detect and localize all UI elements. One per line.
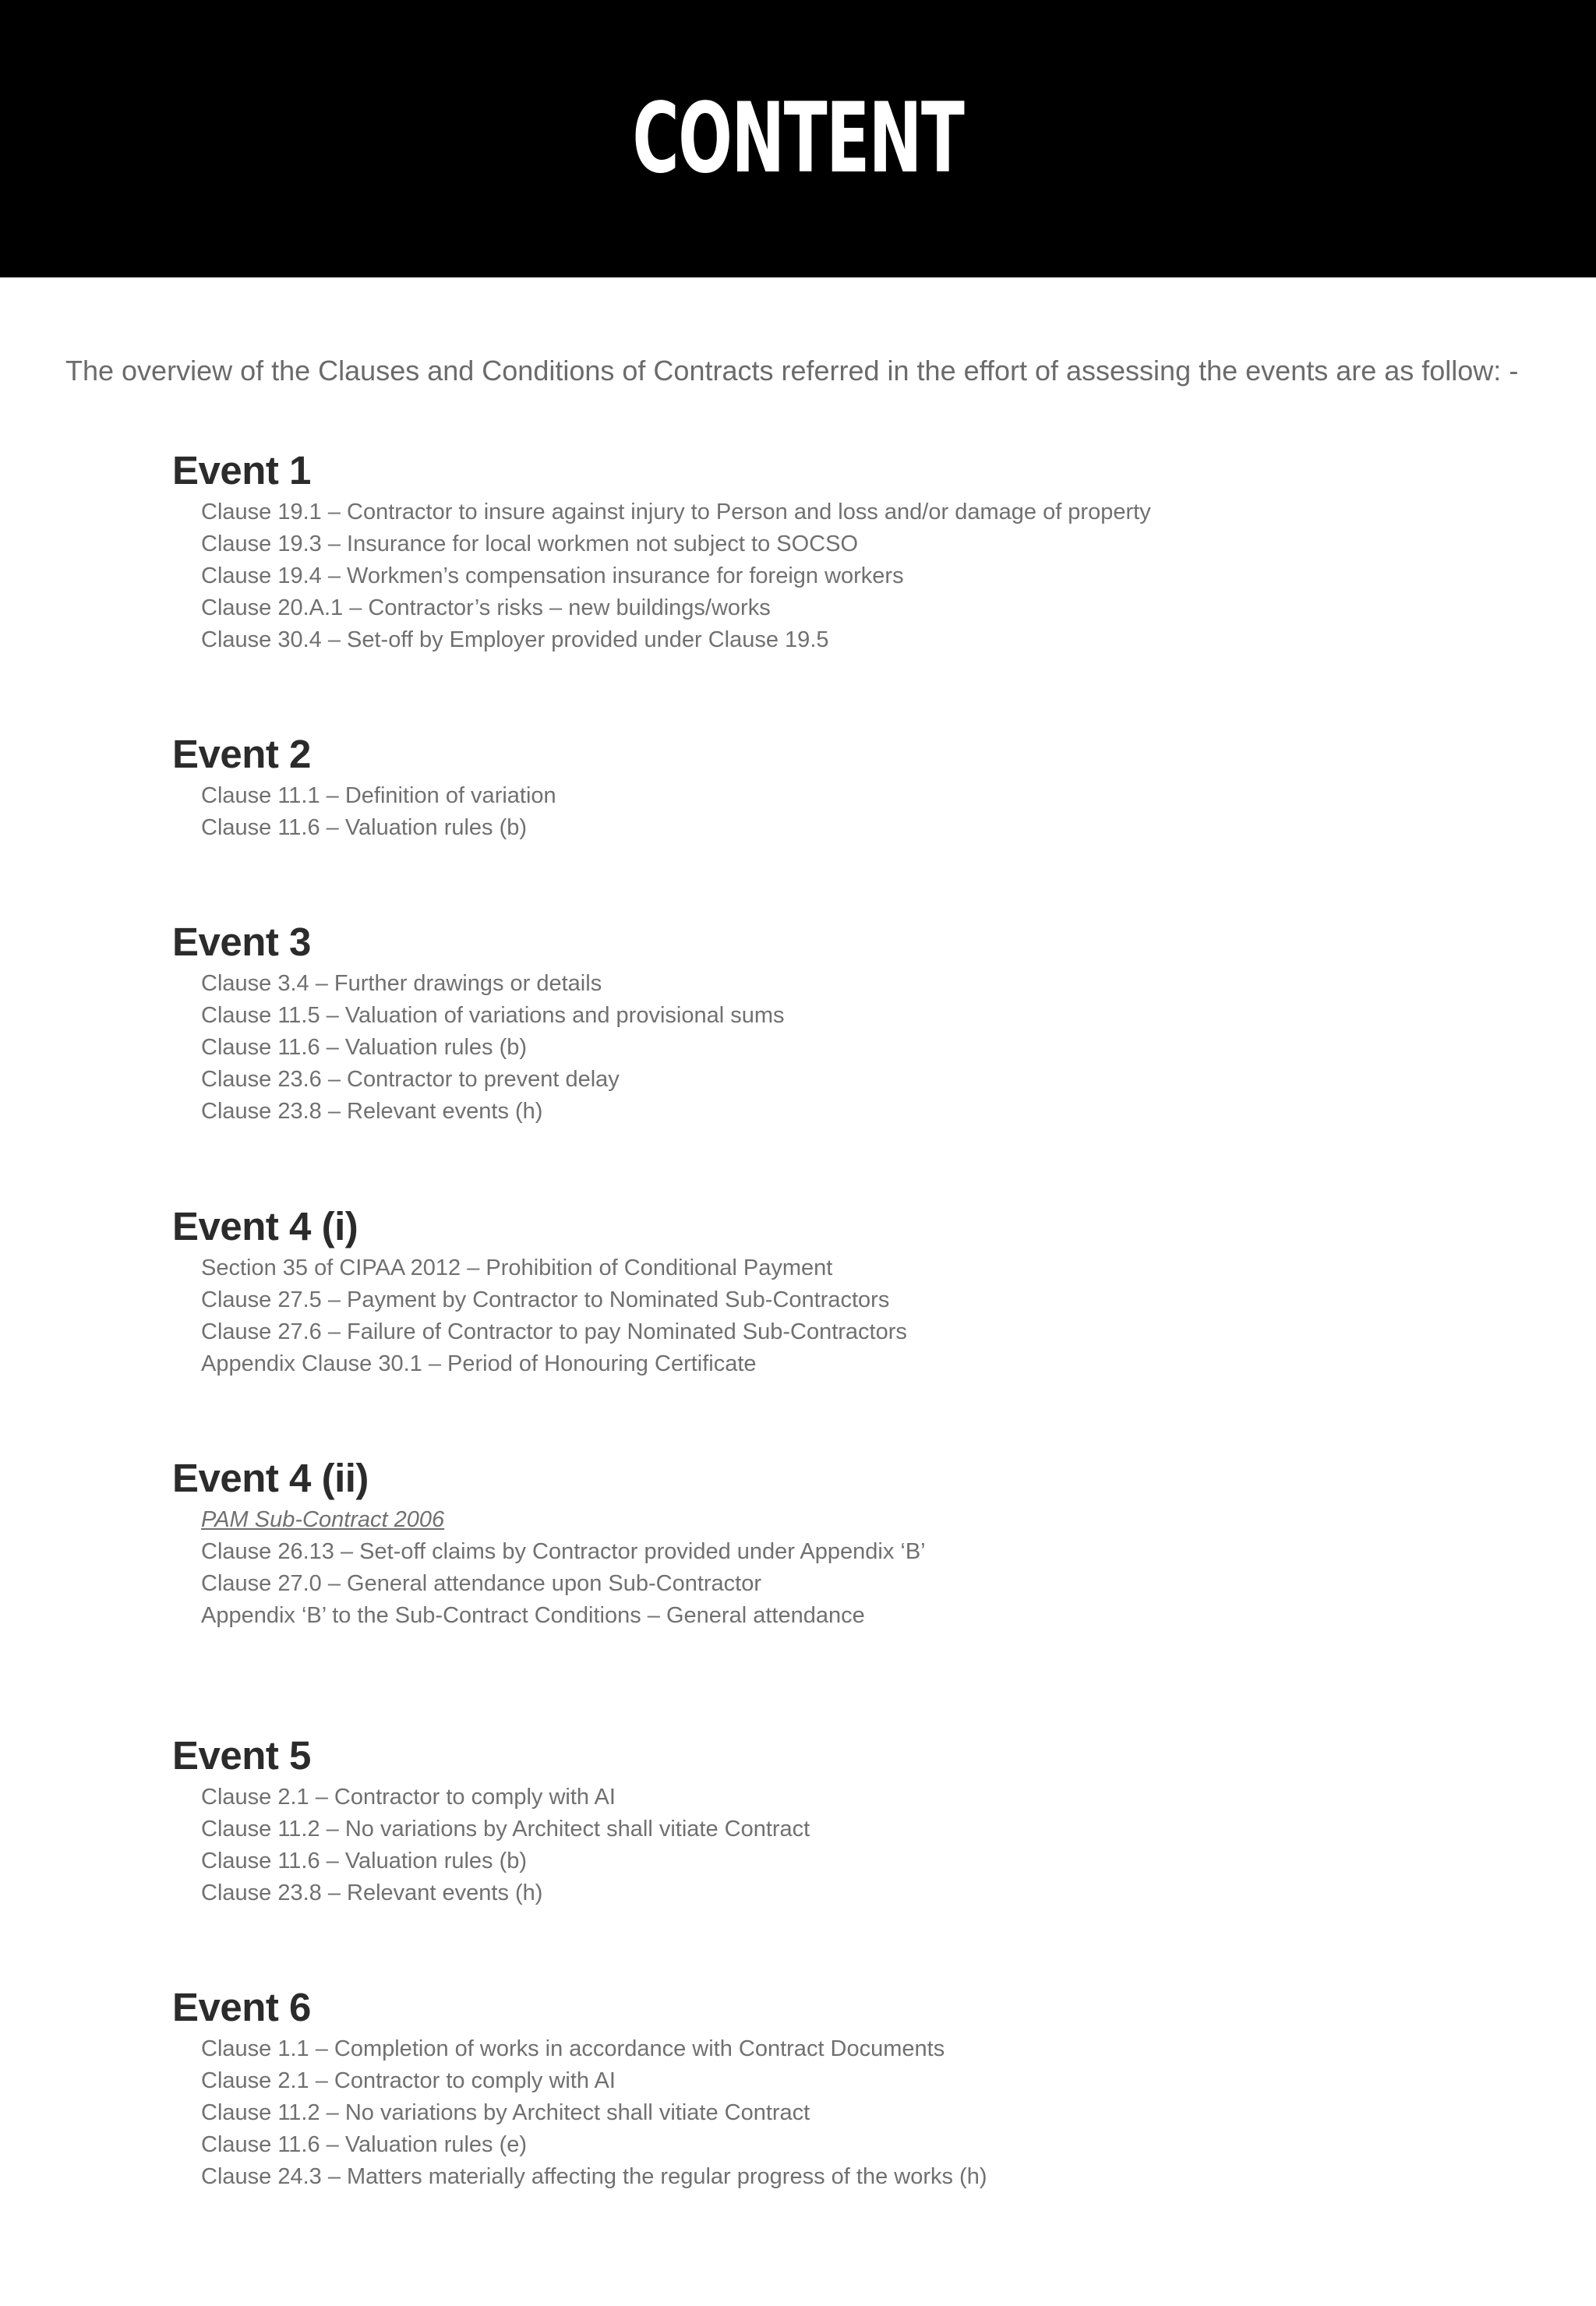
- clause-item: Clause 11.1 – Definition of variation: [201, 783, 556, 808]
- event-4ii-clause-list: [172, 1504, 1497, 1632]
- clause-item: Clause 20.A.1 – Contractor’s risks – new buildings/works: [201, 595, 771, 620]
- event-4i-clause-list: [172, 1252, 1497, 1380]
- event-3-title: Event 3: [172, 920, 311, 964]
- event-1-clause-list: [172, 496, 1497, 656]
- intro-paragraph: The overview of the Clauses and Conditions of Contracts referred in the effort of assessing the events are as follow: -: [65, 355, 1519, 387]
- page-title: CONTENT: [632, 83, 964, 195]
- event-5-title: Event 5: [172, 1733, 311, 1778]
- event-4ii-title: Event 4 (ii): [172, 1456, 369, 1500]
- event-6-clause-list: [172, 2033, 1497, 2193]
- clause-item: Clause 23.8 – Relevant events (h): [201, 1099, 543, 1124]
- header-banner: [0, 0, 1596, 277]
- clause-item: Clause 19.1 – Contractor to insure against injury to Person and loss and/or damage of property: [201, 500, 1151, 524]
- clause-item: Clause 11.2 – No variations by Architect shall vitiate Contract: [201, 2100, 810, 2125]
- clause-item: Clause 27.0 – General attendance upon Sub-Contractor: [201, 1571, 762, 1596]
- event-5-clause-list: [172, 1782, 1497, 1909]
- event-4i-title: Event 4 (i): [172, 1204, 358, 1248]
- event-5-section: [172, 1730, 1497, 1909]
- event-2-clause-list: [172, 780, 1497, 844]
- clause-item: Clause 11.6 – Valuation rules (b): [201, 815, 528, 840]
- clause-item: Clause 30.4 – Set-off by Employer provided under Clause 19.5: [201, 627, 829, 652]
- clause-item: Clause 11.2 – No variations by Architect shall vitiate Contract: [201, 1817, 810, 1842]
- subcontract-subheading: PAM Sub-Contract 2006: [201, 1507, 445, 1532]
- event-2-title: Event 2: [172, 732, 311, 776]
- clause-item: Clause 2.1 – Contractor to comply with AI: [201, 2068, 616, 2093]
- event-4ii-section: [172, 1453, 1497, 1632]
- clause-item: Clause 23.8 – Relevant events (h): [201, 1880, 543, 1905]
- clause-item: Clause 2.1 – Contractor to comply with AI: [201, 1785, 616, 1810]
- clause-item: Clause 27.5 – Payment by Contractor to Nominated Sub-Contractors: [201, 1287, 890, 1312]
- clause-item: Clause 24.3 – Matters materially affecting the regular progress of the works (h): [201, 2164, 987, 2189]
- clause-item: Clause 11.6 – Valuation rules (e): [201, 2132, 528, 2157]
- clause-item: Appendix Clause 30.1 – Period of Honouring Certificate: [201, 1351, 757, 1376]
- clause-item: Clause 3.4 – Further drawings or details: [201, 971, 602, 996]
- event-4i-section: [172, 1201, 1497, 1380]
- event-1-section: [172, 445, 1497, 656]
- clause-item: Clause 11.5 – Valuation of variations and provisional sums: [201, 1003, 785, 1028]
- clause-item: Clause 11.6 – Valuation rules (b): [201, 1849, 528, 1873]
- clause-item: Section 35 of CIPAA 2012 – Prohibition of Conditional Payment: [201, 1255, 833, 1280]
- clause-item: Appendix ‘B’ to the Sub-Contract Conditions – General attendance: [201, 1603, 865, 1628]
- event-3-clause-list: [172, 968, 1497, 1128]
- event-2-section: [172, 729, 1497, 844]
- event-1-title: Event 1: [172, 448, 311, 493]
- clause-item: Clause 26.13 – Set-off claims by Contractor provided under Appendix ‘B’: [201, 1539, 926, 1564]
- event-6-section: [172, 1982, 1497, 2193]
- clause-item: Clause 23.6 – Contractor to prevent delay: [201, 1067, 620, 1092]
- clause-item: Clause 11.6 – Valuation rules (b): [201, 1035, 528, 1060]
- clause-item: Clause 1.1 – Completion of works in accordance with Contract Documents: [201, 2036, 945, 2061]
- event-3-section: [172, 916, 1497, 1128]
- clause-item: Clause 27.6 – Failure of Contractor to pay Nominated Sub-Contractors: [201, 1319, 907, 1344]
- clause-item: Clause 19.4 – Workmen’s compensation insurance for foreign workers: [201, 563, 904, 588]
- event-6-title: Event 6: [172, 1985, 311, 2029]
- clause-item: Clause 19.3 – Insurance for local workmen not subject to SOCSO: [201, 531, 859, 556]
